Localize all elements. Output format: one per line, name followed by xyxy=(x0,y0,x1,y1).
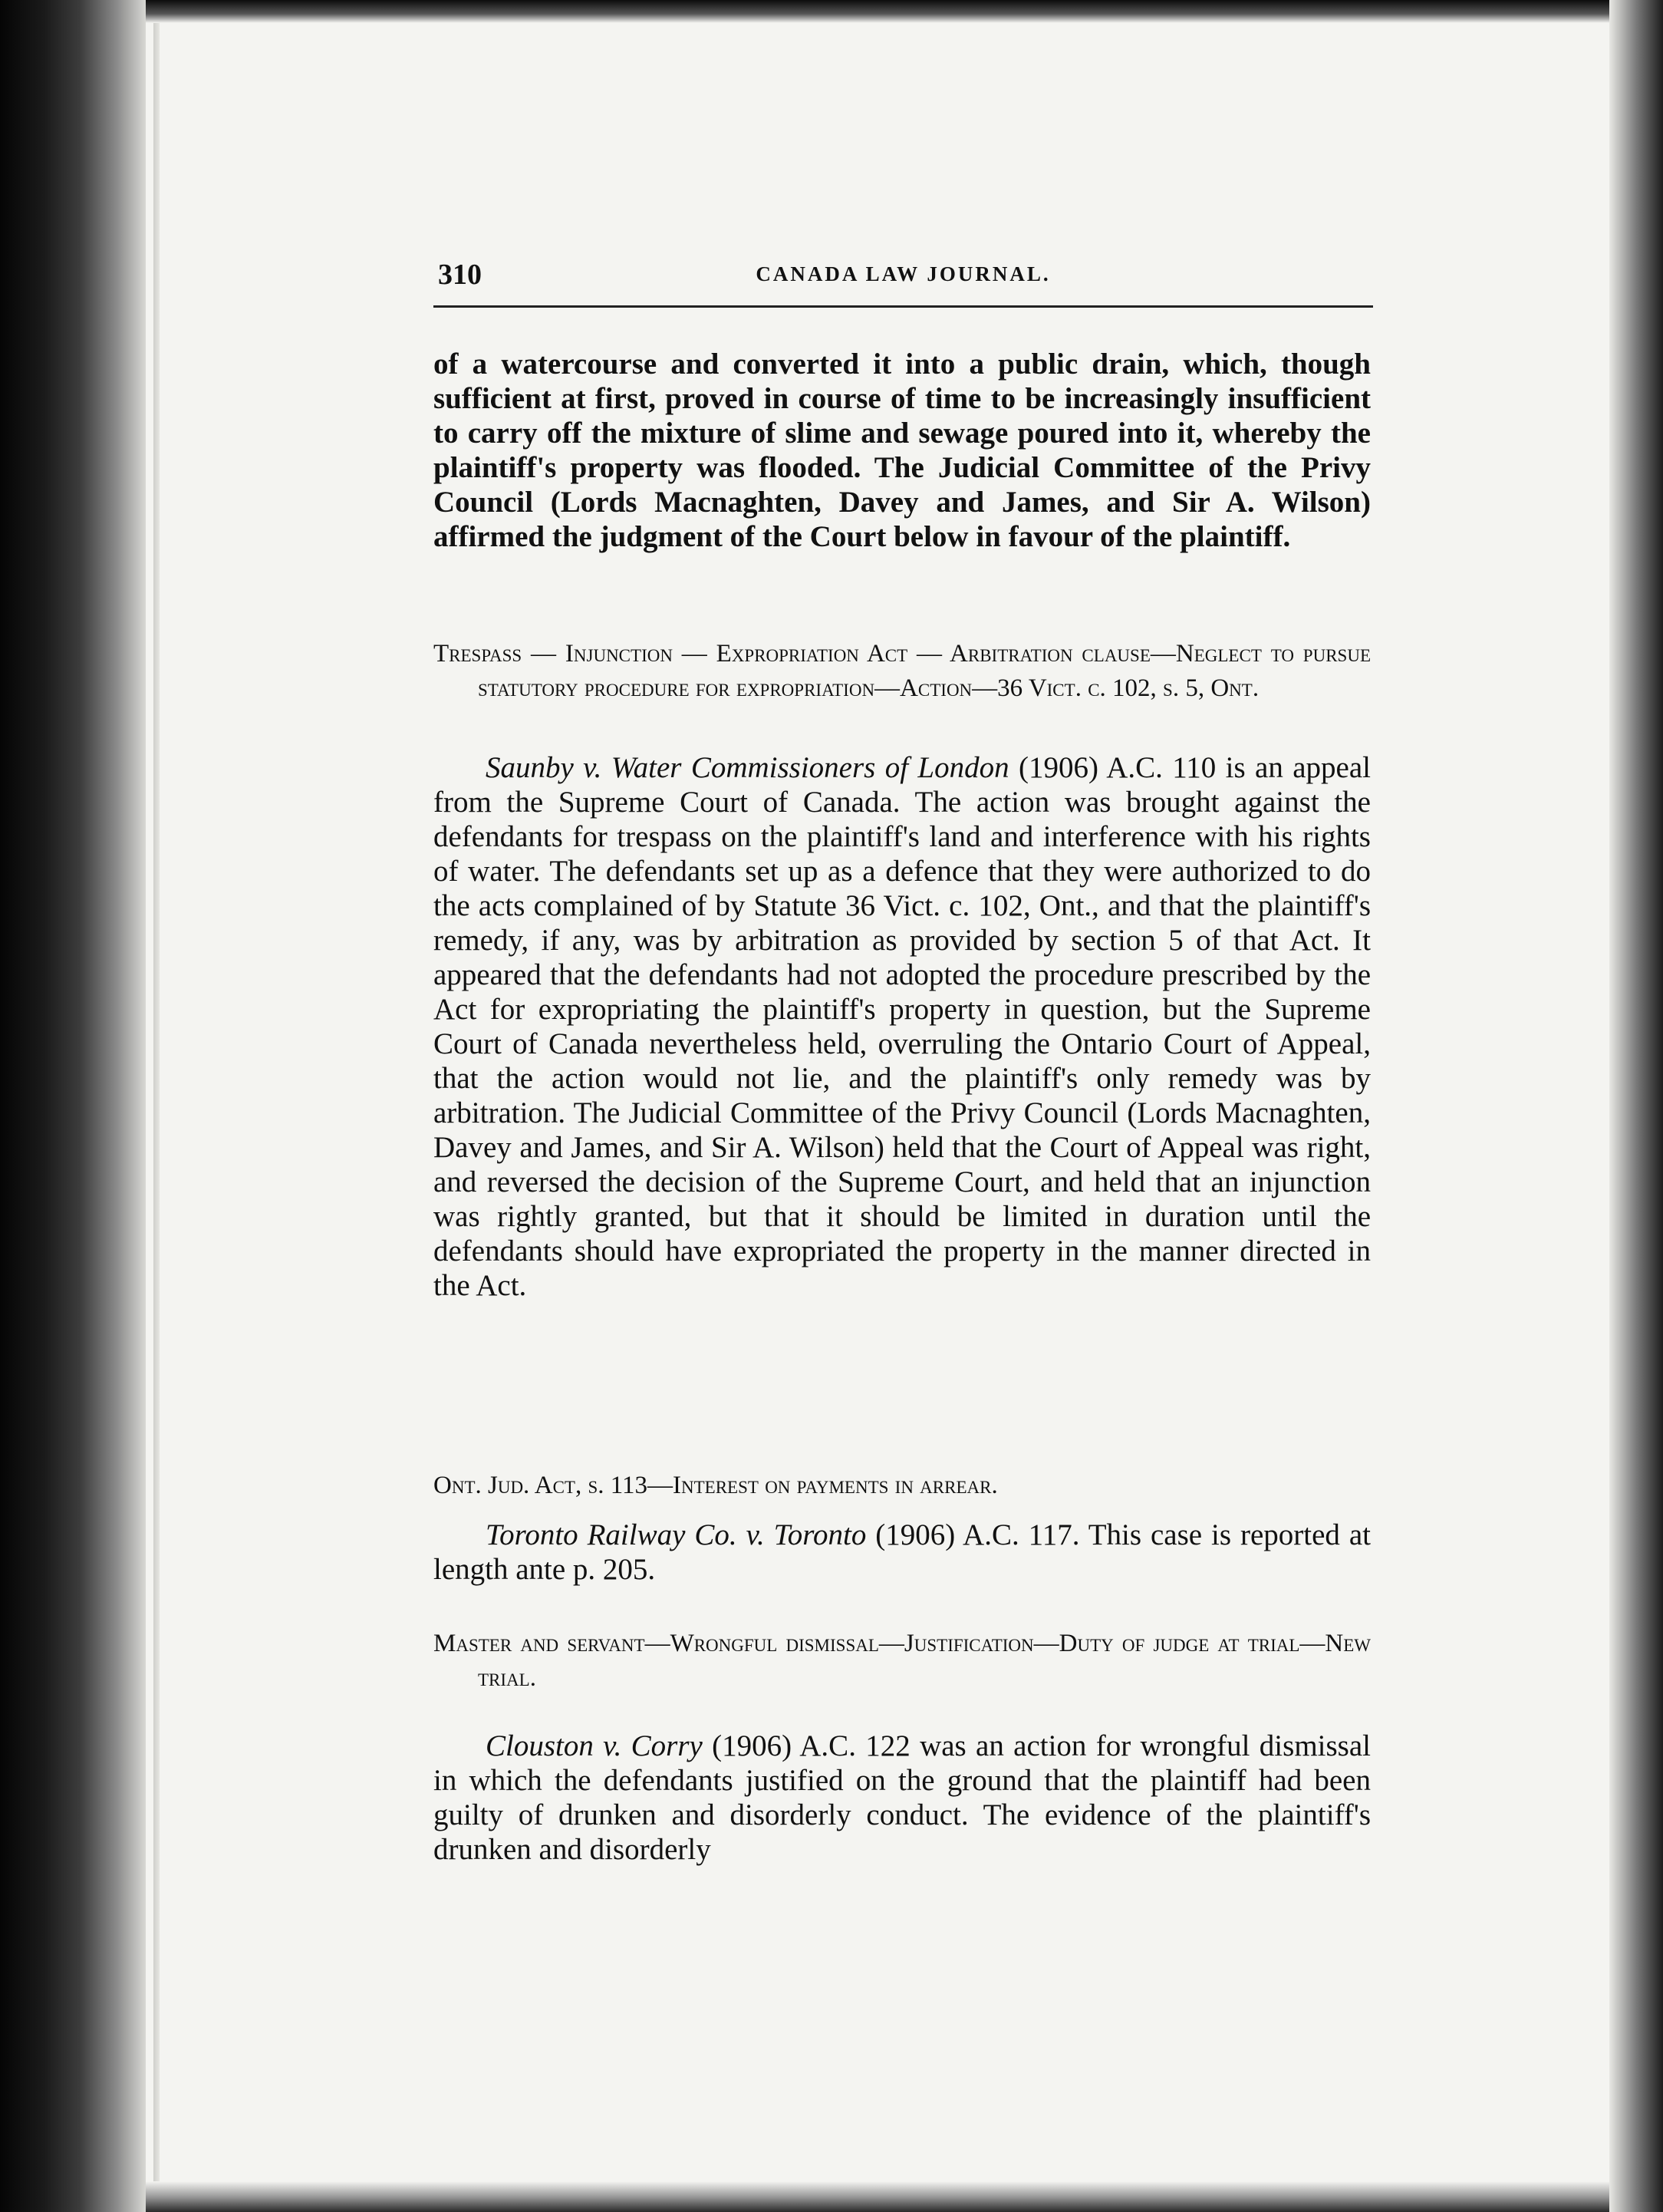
section-heading: Master and servant—Wrongful dismissal—Justification—Duty of judge at trial—New trial. xyxy=(433,1630,1371,1692)
scan-shadow-bottom xyxy=(146,2181,1609,2212)
case-saunby xyxy=(433,750,1371,1303)
case-paragraph xyxy=(433,1729,1371,1867)
header-rule xyxy=(433,305,1373,308)
case-name: Toronto Railway Co. v. Toronto xyxy=(486,1518,867,1551)
case-paragraph xyxy=(433,1518,1371,1587)
page-number: 310 xyxy=(438,259,482,291)
scan-gutter xyxy=(153,0,160,2212)
scan-shadow-right xyxy=(1609,0,1663,2212)
case-name: Saunby v. Water Commissioners of London xyxy=(486,751,1009,784)
case-body: (1906) A.C. 117. This case is reported at length ante p. 205. xyxy=(433,1518,1371,1586)
scan-shadow-left xyxy=(0,0,146,2212)
continuation-text: of a watercourse and converted it into a public drain, which, though sufficient at first, proved in course of time to be increasingly insufficient to carry off the mixture of slime and sewage poured into it, whereby the plaintiff's property was flooded. The Judicial Committee of the Privy Council (Lords Macnaghten, Davey and James, and Sir A. Wilson) affirmed the judgment of the Court below in favour of the plaintiff. xyxy=(433,348,1371,553)
case-name: Clouston v. Corry xyxy=(486,1729,703,1762)
continuation-paragraph xyxy=(433,347,1371,554)
running-head: CANADA LAW JOURNAL. xyxy=(756,262,1051,285)
section-heading: Ont. Jud. Act, s. 113—Interest on payments in arrear. xyxy=(433,1472,998,1499)
scan-shadow-top xyxy=(146,0,1609,23)
section-heading: Trespass — Injunction — Expropriation Act — Arbitration clause—Neglect to pursue statutory procedure for expropriation—Action—36 Vict. c. 102, s. 5, Ont. xyxy=(433,640,1371,702)
section-interest xyxy=(433,1469,1371,1503)
case-clouston xyxy=(433,1729,1371,1867)
page-header xyxy=(433,258,1373,304)
case-paragraph xyxy=(433,750,1371,1303)
section-master-servant xyxy=(433,1627,1371,1696)
section-trespass xyxy=(433,637,1371,706)
case-toronto-railway xyxy=(433,1518,1371,1587)
case-body: (1906) A.C. 110 is an appeal from the Supreme Court of Canada. The action was brought against the defendants for trespass on the plaintiff's land and interference with his rights of water. The defendants set up as a defence that they were authorized to do the acts complained of by Statute 36 Vict. c. 102, Ont., and that the plaintiff's remedy, if any, was by arbitration as provided by section 5 of that Act. It appeared that the defendants had not adopted the procedure prescribed by the Act for expropriating the plaintiff's property in question, but the Supreme Court of Canada nevertheless held, overruling the Ontario Court of Appeal, that the action would not lie, and the plaintiff's only remedy was by arbitration. The Judicial Committee of the Privy Council (Lords Macnaghten, Davey and James, and Sir A. Wilson) held that the Court of Appeal was right, and reversed the decision of the Supreme Court, and held that an injunction was rightly granted, but that it should be limited in duration until the defendants should have expropriated the property in the manner directed in the Act. xyxy=(433,751,1371,1302)
case-body: (1906) A.C. 122 was an action for wrongful dismissal in which the defendants justified on the ground that the plaintiff had been guilty of drunken and disorderly conduct. The evidence of the plaintiff's drunken and disorderly xyxy=(433,1729,1371,1866)
